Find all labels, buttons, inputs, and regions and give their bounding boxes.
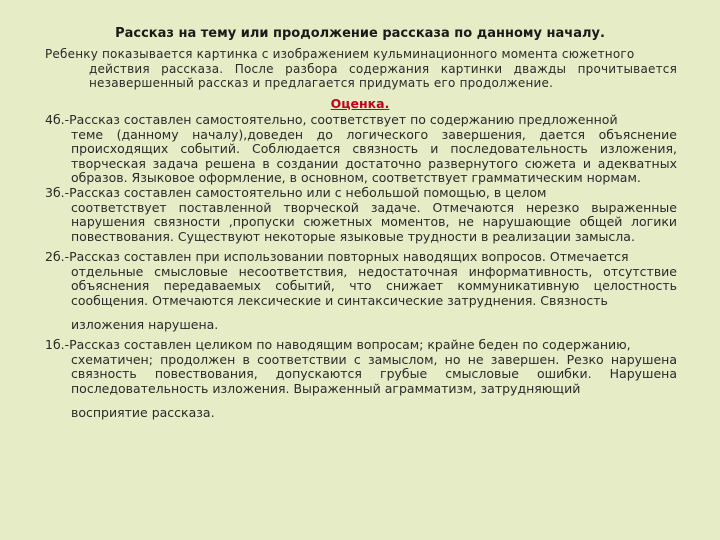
criterion-first-line: 1б.-Рассказ составлен целиком по наводящим вопросам; крайне беден по содержанию, xyxy=(45,337,631,352)
criterion-tail: восприятие рассказа. xyxy=(71,405,215,421)
criterion-rest: отдельные смысловые несоответствия, недостаточная информативность, отсутствие объяснения передаваемых событий, что снижает коммуникативную целостность сообщения. Отмечаются лексические и синтаксические затруднения. Связность xyxy=(71,263,677,308)
criterion-tail: изложения нарушена. xyxy=(71,317,219,333)
criterion-first-line: 2б.-Рассказ составлен при использовании повторных наводящих вопросов. Отмечается xyxy=(45,249,629,264)
criterion-first-line: 4б.-Рассказ составлен самостоятельно, соответствует по содержанию предложенной xyxy=(45,112,618,127)
criterion-first-line: 3б.-Рассказ составлен самостоятельно или с небольшой помощью, в целом xyxy=(45,185,547,200)
criterion-2-points xyxy=(47,250,677,333)
criterion-rest: соответствует поставленной творческой задаче. Отмечаются нерезко выраженные нарушения связности ,пропуски сюжетных моментов, не нарушающие общей логики повествования. Существуют некоторые языковые трудности в реализации замысла. xyxy=(71,199,677,244)
criterion-rest: схематичен; продолжен в соответствии с замыслом, но не завершен. Резко нарушена связность повествования, допускаются грубые смысловые ошибки. Нарушена последовательность изложения. Выраженный аграмматизм, затрудняющий xyxy=(71,351,677,396)
intro-first-line: Ребенку показывается картинка с изображением кульминационного момента сюжетного xyxy=(45,47,635,61)
slide-title: Рассказ на тему или продолжение рассказа по данному началу. xyxy=(115,26,605,41)
criterion-3-points xyxy=(47,186,677,244)
criterion-1-point xyxy=(47,338,677,421)
criterion-rest: теме (данному началу),доведен до логического завершения, дается объяснение происходящих событий. Соблюдается связность и последовательность изложения, творческая задача решена в создании достаточно развернутого сюжета и адекватных образов. Языковое оформление, в основном, соответствует грамматическим нормам. xyxy=(71,126,677,186)
intro-paragraph xyxy=(47,47,677,91)
criterion-4-points xyxy=(47,113,677,186)
evaluation-heading: Оценка. xyxy=(330,96,390,111)
intro-rest: действия рассказа. После разбора содержания картинки дважды прочитывается незавершенный рассказ и предлагается придумать его продолжение. xyxy=(89,61,677,91)
